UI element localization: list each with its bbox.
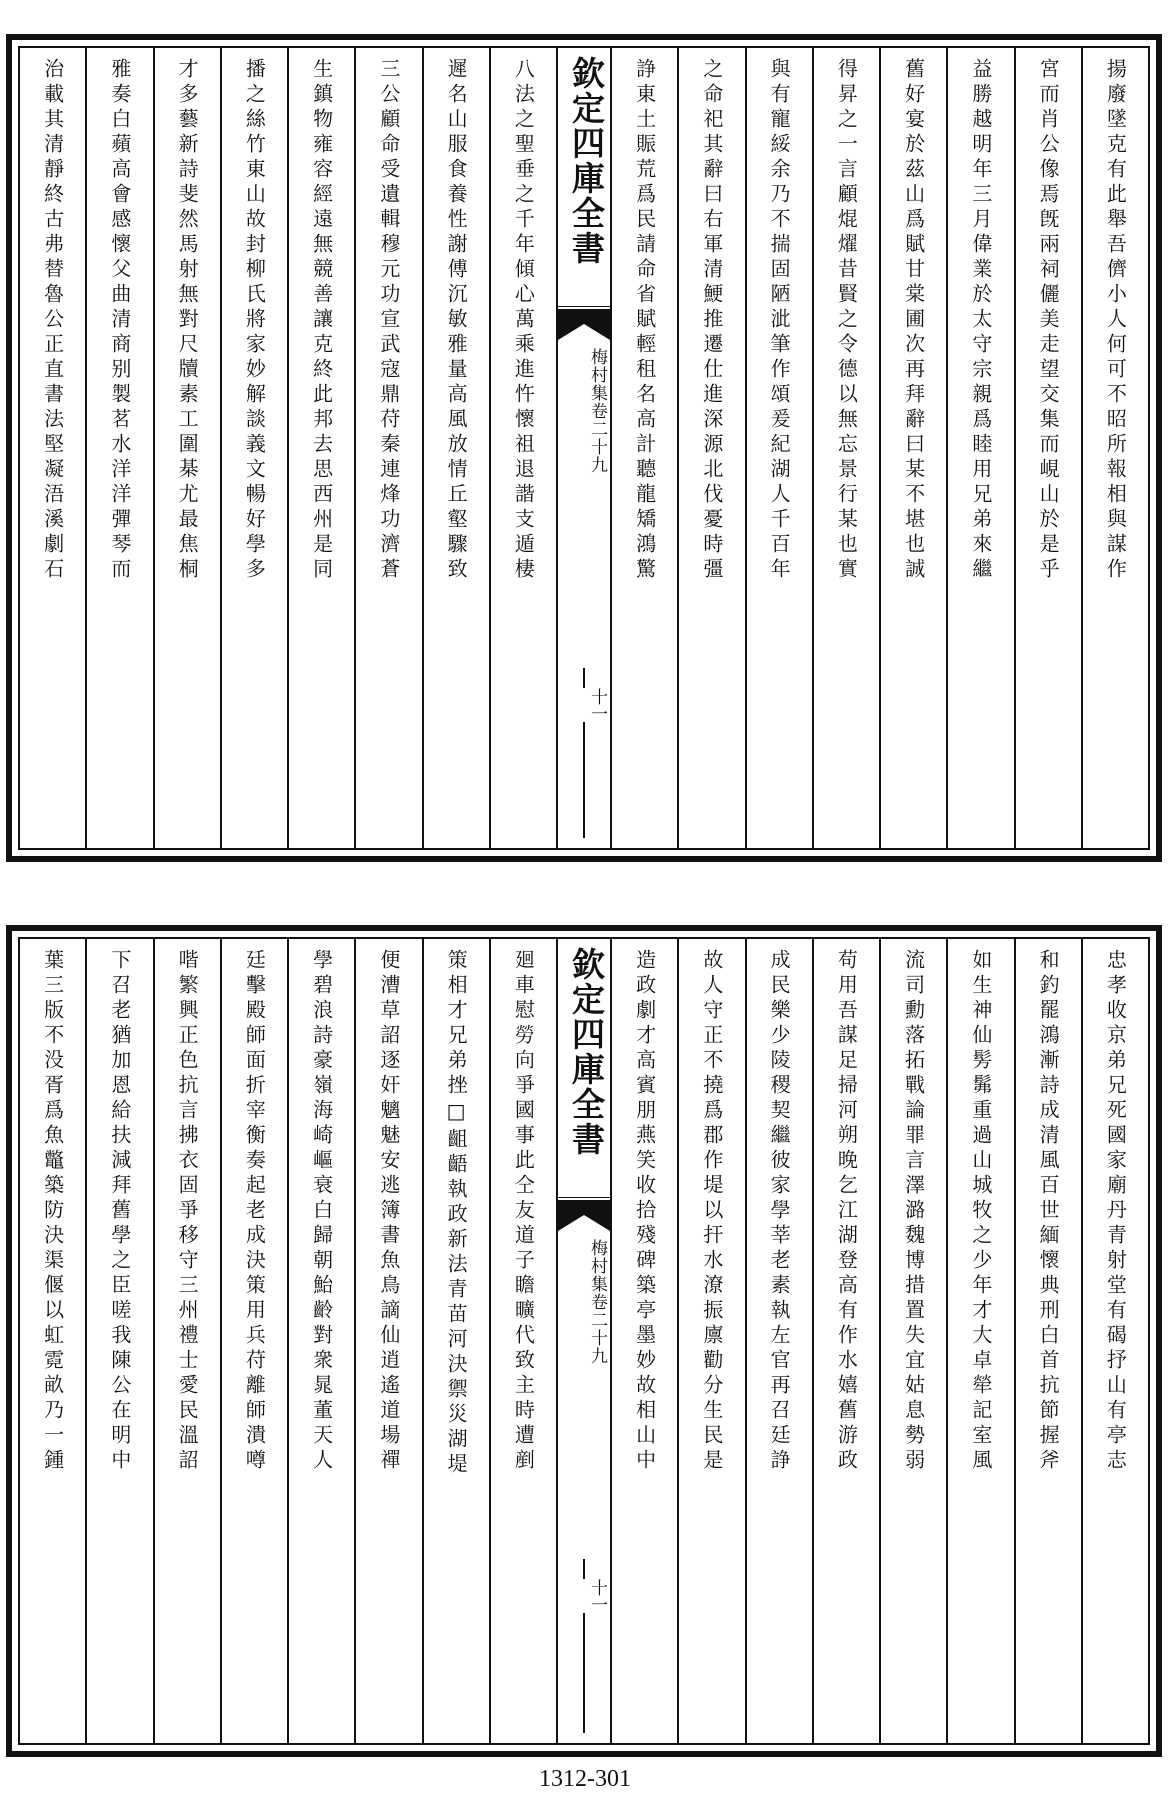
top-text-columns bbox=[18, 46, 1150, 850]
bottom-text-columns bbox=[18, 937, 1150, 1745]
text-column bbox=[153, 939, 220, 1743]
text-column bbox=[287, 48, 354, 848]
column-text: 廻車慰勞向爭國事此仝友道子瞻曠代致主時遭剷 bbox=[511, 949, 536, 1474]
column-text: 和釣罷鴻漸詩成清風百世緬懷典刑白首抗節握斧 bbox=[1036, 949, 1061, 1474]
column-text: 流司勳落拓戰論罪言澤潞魏博措置失宜姑息勢弱 bbox=[901, 949, 926, 1474]
text-column bbox=[745, 48, 812, 848]
text-column bbox=[354, 48, 421, 848]
column-text: 如生神仙髣髴重過山城牧之少年才大卓犖記室風 bbox=[968, 949, 993, 1474]
text-column bbox=[1081, 939, 1148, 1743]
column-text: 雅奏白蘋高會感懷父曲清商别製茗水洋洋彈琴而 bbox=[107, 58, 132, 583]
series-title: 欽定四庫全書 bbox=[567, 56, 606, 266]
book-and-juan-label bbox=[558, 1239, 610, 1365]
fishtail-mark-icon bbox=[558, 1197, 610, 1231]
text-column bbox=[677, 48, 744, 848]
text-column bbox=[946, 939, 1013, 1743]
text-column bbox=[20, 939, 85, 1743]
juan-label: 卷二十九 bbox=[587, 402, 607, 474]
text-column bbox=[812, 48, 879, 848]
top-center-fold-column bbox=[556, 48, 610, 848]
column-text: 喈繁興正色抗言拂衣固爭移守三州禮士愛民溫詔 bbox=[175, 949, 200, 1474]
column-text: 舊好宴於茲山爲賦甘棠圃次再拜辭曰某不堪也誠 bbox=[901, 58, 926, 583]
text-column bbox=[287, 939, 354, 1743]
column-text: 益勝越明年三月偉業於太守宗親爲睦用兄弟來繼 bbox=[968, 58, 993, 583]
text-column bbox=[422, 48, 489, 848]
bottom-page-panel bbox=[6, 925, 1162, 1757]
top-page-panel bbox=[6, 34, 1162, 862]
column-text: 造政劇才高賓朋燕笑收拾殘碑築亭墨妙故相山中 bbox=[632, 949, 657, 1474]
column-text: 便漕草詔逐奸魑魅安逃簿書魚鳥謫仙逍遙道場禪 bbox=[376, 949, 401, 1474]
book-title: 梅村集 bbox=[587, 348, 607, 402]
column-text: 忠孝收京弟兄死國家廟丹青射堂有碣抒山有亭志 bbox=[1103, 949, 1128, 1474]
column-text: 八法之聖垂之千年傾心萬乘進忤懷祖退諧支遁棲 bbox=[511, 58, 536, 583]
text-column bbox=[489, 48, 556, 848]
column-text: 宮而肖公像焉旣兩祠儷美走望交集而峴山於是乎 bbox=[1036, 58, 1061, 583]
column-text: 葉三版不没胥爲魚鼈築防決渠偃以虹霓畝乃一鍾 bbox=[40, 949, 65, 1474]
column-text: 故人守正不撓爲郡作堤以扞水潦振廪勸分生民是 bbox=[699, 949, 724, 1474]
text-column bbox=[220, 48, 287, 848]
text-column bbox=[745, 939, 812, 1743]
folio-number: 十一 bbox=[558, 1579, 610, 1613]
text-column bbox=[879, 48, 946, 848]
column-text: 遲名山服食養性謝傅沉敏雅量高風放情丘壑驟致 bbox=[444, 58, 469, 583]
column-text: 策相才兄弟挫□齟齬執政新法青苗河決禦災湖堤 bbox=[444, 949, 469, 1478]
text-column bbox=[879, 939, 946, 1743]
text-column bbox=[610, 939, 677, 1743]
column-text: 苟用吾謀足掃河朔晚乞江湖登高有作水嬉舊游政 bbox=[834, 949, 859, 1474]
column-text: 才多藝新詩斐然馬射無對尺牘素工圍棊尤最焦桐 bbox=[175, 58, 200, 583]
text-column bbox=[812, 939, 879, 1743]
text-column bbox=[85, 939, 152, 1743]
text-column bbox=[220, 939, 287, 1743]
column-text: 成民樂少陵稷契繼彼家學莘老素執左官再召廷諍 bbox=[767, 949, 792, 1474]
column-text: 揚廢墜克有此舉吾儕小人何可不昭所報相與謀作 bbox=[1103, 58, 1128, 583]
column-text: 與有寵綏余乃不揣固陋泚筆作頌爰紀湖人千百年 bbox=[767, 58, 792, 583]
text-column bbox=[85, 48, 152, 848]
text-column bbox=[1014, 939, 1081, 1743]
column-text: 治載其清靜終古弗替魯公正直書法堅凝浯溪劇石 bbox=[40, 58, 65, 583]
juan-label: 卷二十九 bbox=[587, 1293, 607, 1365]
text-column bbox=[610, 48, 677, 848]
text-column bbox=[946, 48, 1013, 848]
column-text: 諍東土賑荒爲民請命省賦輕租名高計聽龍矯鴻驚 bbox=[632, 58, 657, 583]
column-text: 下召老猶加恩給扶減拜舊學之臣嗟我陳公在明中 bbox=[107, 949, 132, 1474]
fishtail-mark-icon bbox=[558, 306, 610, 340]
text-column bbox=[489, 939, 556, 1743]
catalog-number: 1312-301 bbox=[539, 1766, 631, 1792]
text-column bbox=[354, 939, 421, 1743]
folio-number: 十一 bbox=[558, 688, 610, 722]
text-column bbox=[1014, 48, 1081, 848]
column-text: 得昇之一言顧焜燿昔賢之令德以無忘景行某也實 bbox=[834, 58, 859, 583]
text-column bbox=[422, 939, 489, 1743]
series-title: 欽定四庫全書 bbox=[567, 947, 606, 1157]
text-column bbox=[153, 48, 220, 848]
text-column bbox=[677, 939, 744, 1743]
column-text: 播之絲竹東山故封柳氏將家妙解談義文暢好學多 bbox=[242, 58, 267, 583]
book-title: 梅村集 bbox=[587, 1239, 607, 1293]
text-column bbox=[20, 48, 85, 848]
text-column bbox=[1081, 48, 1148, 848]
book-and-juan-label bbox=[558, 348, 610, 474]
column-text: 之命祀其辭曰右軍清鯁推遷仕進深源北伐憂時彊 bbox=[699, 58, 724, 583]
bottom-center-fold-column bbox=[556, 939, 610, 1743]
column-text: 學碧浪詩豪嶺海崎嶇衰白歸朝鮐齡對衆晁董天人 bbox=[309, 949, 334, 1474]
column-text: 廷擊殿師面折宰衡奏起老成決策用兵苻離師潰噂 bbox=[242, 949, 267, 1474]
column-text: 三公顧命受遺輯穆元功宣武寇鼎苻秦連烽功濟蒼 bbox=[376, 58, 401, 583]
column-text: 生鎮物雍容經遠無競善讓克終此邦去思西州是同 bbox=[309, 58, 334, 583]
